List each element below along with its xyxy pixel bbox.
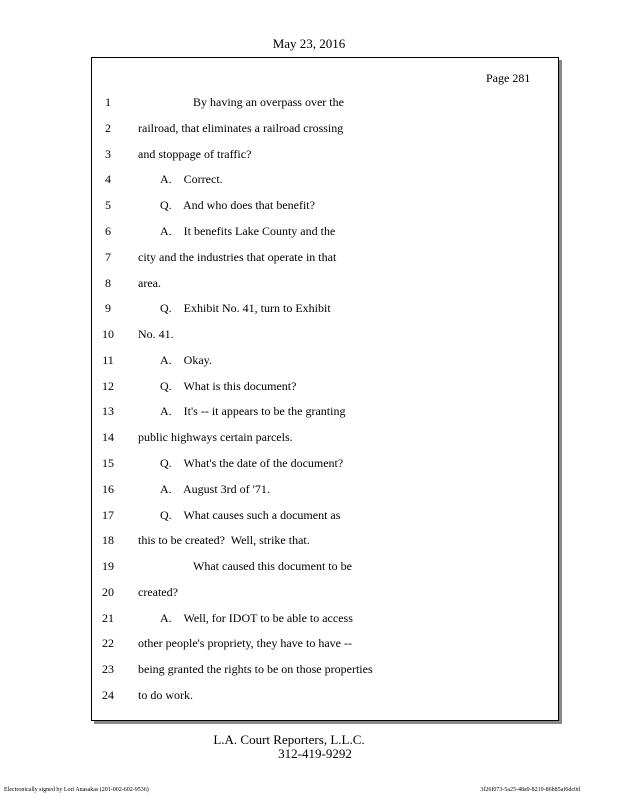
transcript-line [0, 429, 618, 445]
line-number: 9 [105, 301, 111, 316]
transcript-line [0, 403, 618, 419]
document-id: 3f26f073-5a25-48a9-8219-86b85af6dc0d [480, 787, 580, 793]
line-text: and stoppage of traffic? [138, 146, 252, 161]
line-number: 11 [102, 352, 114, 367]
line-number: 22 [102, 636, 114, 651]
line-text: By having an overpass over the [193, 95, 344, 109]
line-number: 4 [105, 172, 111, 187]
transcript-line [0, 584, 618, 600]
line-number: 21 [102, 610, 114, 625]
line-text: railroad, that eliminates a railroad crossing [138, 120, 344, 135]
transcript-line [0, 197, 618, 213]
line-number: 18 [102, 533, 114, 548]
line-number: 2 [105, 120, 111, 135]
line-text: this to be created? Well, strike that. [138, 533, 310, 548]
line-text: A. It's -- it appears to be the granting [160, 404, 346, 419]
line-text: Q. What's the date of the document? [160, 455, 344, 470]
transcript-line [0, 481, 618, 497]
transcript-line [0, 352, 618, 368]
line-number: 15 [102, 455, 114, 470]
line-text: to do work. [138, 687, 193, 702]
line-text: No. 41. [138, 327, 174, 341]
transcript-line [0, 687, 618, 703]
transcript-line [0, 94, 618, 110]
line-text: being granted the rights to be on those properties [138, 662, 373, 677]
line-number: 24 [102, 687, 114, 702]
line-number: 19 [102, 559, 114, 573]
line-number: 12 [102, 378, 114, 393]
line-text: A. Correct. [160, 172, 223, 187]
reporter-phone: 312-419-9292 [278, 746, 352, 761]
line-text: Q. And who does that benefit? [160, 198, 315, 213]
line-number: 20 [102, 584, 114, 599]
transcript-line [0, 635, 618, 651]
line-text: Q. What is this document? [160, 378, 297, 393]
line-text: A. Okay. [160, 352, 212, 367]
line-text: Q. Exhibit No. 41, turn to Exhibit [160, 301, 331, 316]
reporter-firm: L.A. Court Reporters, L.L.C. [213, 732, 365, 747]
transcript-line [0, 378, 618, 394]
transcript-line [0, 300, 618, 316]
transcript-line [0, 249, 618, 265]
line-text: public highways certain parcels. [138, 430, 293, 445]
transcript-line [0, 558, 618, 574]
e-signature: Electronically signed by Lori Anasakas (201-002-602-9536) [4, 787, 149, 793]
line-text: city and the industries that operate in that [138, 249, 337, 264]
line-number: 17 [102, 507, 114, 522]
transcript-line [0, 171, 618, 187]
line-number: 7 [105, 249, 111, 264]
transcript-line [0, 610, 618, 626]
transcript-line [0, 455, 618, 471]
line-number: 23 [102, 662, 114, 677]
transcript-line [0, 532, 618, 548]
line-number: 5 [105, 198, 111, 213]
transcript-line [0, 326, 618, 342]
line-text: created? [138, 584, 178, 599]
line-text: What caused this document to be [193, 559, 352, 573]
line-number: 16 [102, 481, 114, 496]
line-text: Q. What causes such a document as [160, 507, 341, 522]
header-date: May 23, 2016 [272, 36, 346, 51]
line-number: 8 [105, 275, 111, 290]
transcript-line [0, 661, 618, 677]
line-text: area. [138, 275, 161, 290]
line-text: A. It benefits Lake County and the [160, 223, 336, 238]
line-number: 10 [102, 327, 114, 341]
line-number: 3 [105, 146, 111, 161]
line-text: other people's propriety, they have to have -- [138, 636, 352, 651]
line-number: 14 [102, 430, 114, 445]
transcript-line [0, 275, 618, 291]
transcript-line [0, 146, 618, 162]
transcript-line [0, 507, 618, 523]
line-text: A. Well, for IDOT to be able to access [160, 610, 353, 625]
line-number: 6 [105, 223, 111, 238]
line-text: A. August 3rd of '71. [160, 481, 270, 496]
line-number: 1 [105, 95, 111, 109]
transcript-line [0, 223, 618, 239]
line-number: 13 [102, 404, 114, 419]
page-number: Page 281 [486, 71, 531, 85]
transcript-line [0, 120, 618, 136]
